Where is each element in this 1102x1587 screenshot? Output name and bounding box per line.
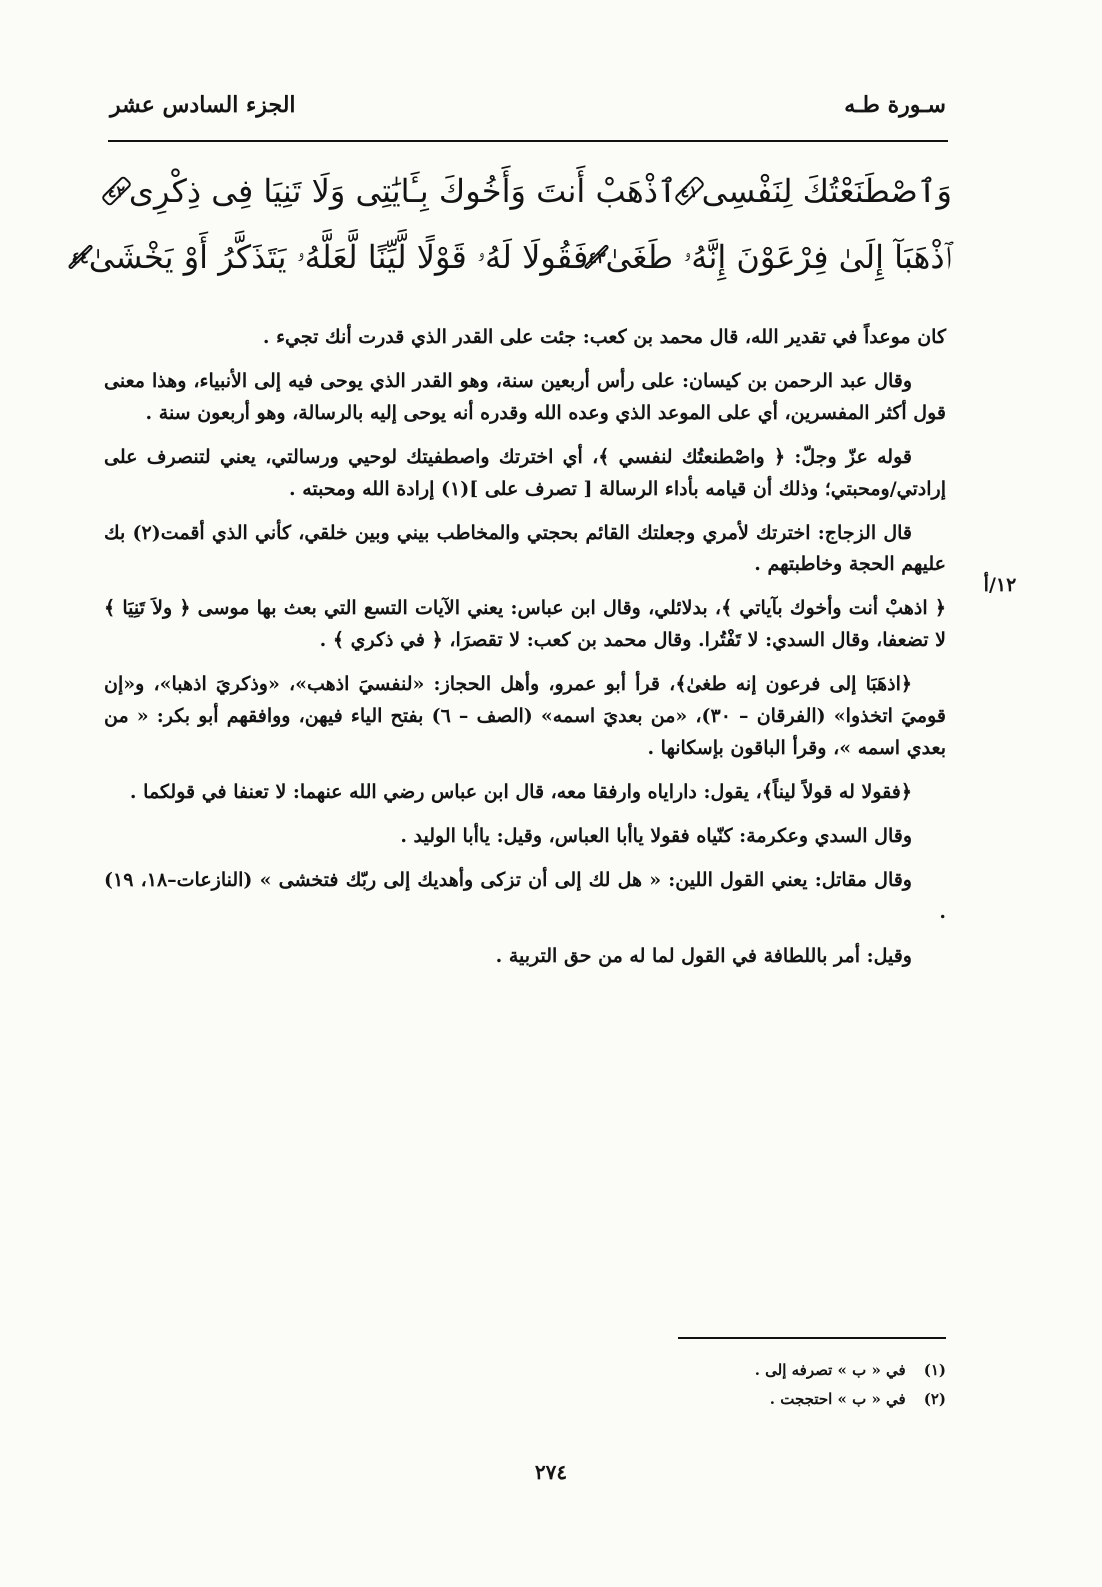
verse-number-marker: ٤٢ (104, 169, 129, 213)
verse-number-marker: ٤٤ (72, 235, 89, 279)
paragraph: وقال مقاتل: يعني القول اللين: « هل لك إلى أن تزكى وأهديك إلى ربّك فتخشى » (النازعات–١٨، ١٩) . (104, 868, 946, 923)
footnote-text: في « ب » تصرفه إلى . (754, 1361, 906, 1379)
verse-number-marker: ٤١ (677, 169, 702, 213)
footnote-number: (٢) (923, 1389, 946, 1408)
paragraph: ﴿ اذهبْ أنت وأخوك بآياتي ﴾، بدلائلي، وقال ابن عباس: يعني الآيات التسع التي بعث بها موسى ﴿ ولاَ تَنِيَا ﴾ لا تضعفا، وقال السدي: لا تَفْتُرا. وقال محمد بن كعب: لا تقصرَا، ﴿ في ذكري ﴾ . (104, 597, 946, 652)
juz-title: الجزء السادس عشر (110, 92, 296, 118)
footnotes (446, 1356, 946, 1413)
commentary-body (104, 322, 946, 984)
verse-number-marker: ٤٣ (588, 235, 605, 279)
paragraph: كان موعداً في تقدير الله، قال محمد بن كعب: جئت على القدر الذي قدرت أنك تجيء . (262, 326, 946, 348)
manuscript-folio-note: ١٢/أ (983, 574, 1017, 596)
paragraph: وقيل: أمر باللطافة في القول لما له من حق التربية . (495, 944, 912, 967)
verse-text: ٱذْهَبْ أَنتَ وَأَخُوكَ بِـَٔايَٰتِى وَلَا تَنِيَا فِى ذِكْرِى (128, 172, 677, 210)
page-number: ٢٧٤ (534, 1460, 568, 1484)
paragraph: قال الزجاج: اخترتك لأمري وجعلتك القائم بحجتي والمخاطب بيني وبين خلقي، كأني الذي أقمت(٢) بك عليهم الحجة وخاطبتهم . (104, 521, 946, 576)
verse-text: وَٱصْطَنَعْتُكَ لِنَفْسِى (701, 172, 952, 210)
paragraph: ﴿اذهَبَا إلى فرعون إنه طغىٰ﴾، قرأ أبو عمرو، وأهل الحجاز: «لنفسيَ اذهب»، «وذكريَ اذهبا»، و«إن قوميَ اتخذوا» (الفرقان – ٣٠)، «من بعديَ اسمه» (الصف – ٦) بفتح الياء فيهن، ووافقهم أبو بكر: « من بعدي اسمه »، وقرأ الباقون بإسكانها . (104, 673, 946, 759)
footnote-item (446, 1356, 946, 1385)
paragraph: ﴿فقولا له قولاً ليناً﴾، يقول: داراياه وارفقا معه، قال ابن عباس رضي الله عنهما: لا تعنفا في قولكما . (129, 780, 912, 803)
footnote-divider (678, 1337, 946, 1339)
footnote-item (446, 1385, 946, 1414)
footnote-number: (١) (923, 1361, 946, 1379)
paragraph: وقال عبد الرحمن بن كيسان: على رأس أربعين سنة، وهو القدر الذي يوحى فيه إلى الأنبياء، وهذا معنى قول أكثر المفسرين، أي على الموعد الذي وعده الله وقدره أنه يوحى إليه بالرسالة، وهو أربعون سنة . (104, 369, 946, 424)
verse-text: فَقُولَا لَهُۥ قَوْلًا لَّيِّنًا لَّعَلَّهُۥ يَتَذَكَّرُ أَوْ يَخْشَىٰ (88, 237, 589, 276)
verse-line (71, 224, 952, 290)
header-divider (108, 140, 948, 142)
paragraph: وقال السدي وعكرمة: كنّياه فقولا ياأبا العباس، وقيل: ياأبا الوليد . (400, 824, 912, 847)
verse-text: ٱذْهَبَآ إِلَىٰ فِرْعَوْنَ إِنَّهُۥ طَغَىٰ (605, 237, 952, 276)
paragraph: قوله عزّ وجلّ: ﴿ واصْطنعتُك لنفسي ﴾، أي اخترتك واصطفيتك لوحيي ورسالتي، يعني لتنصرف على إرادتي/ومحبتي؛ وذلك أن قيامه بأداء الرسالة [ تصرف على ](١) إرادة الله ومحبته . (104, 445, 946, 500)
quran-verses-block (71, 158, 952, 290)
footnote-text: في « ب » احتججت . (769, 1389, 906, 1408)
verse-line (104, 158, 952, 224)
page-header (110, 92, 946, 118)
surah-title: سـورة طـه (844, 92, 946, 118)
